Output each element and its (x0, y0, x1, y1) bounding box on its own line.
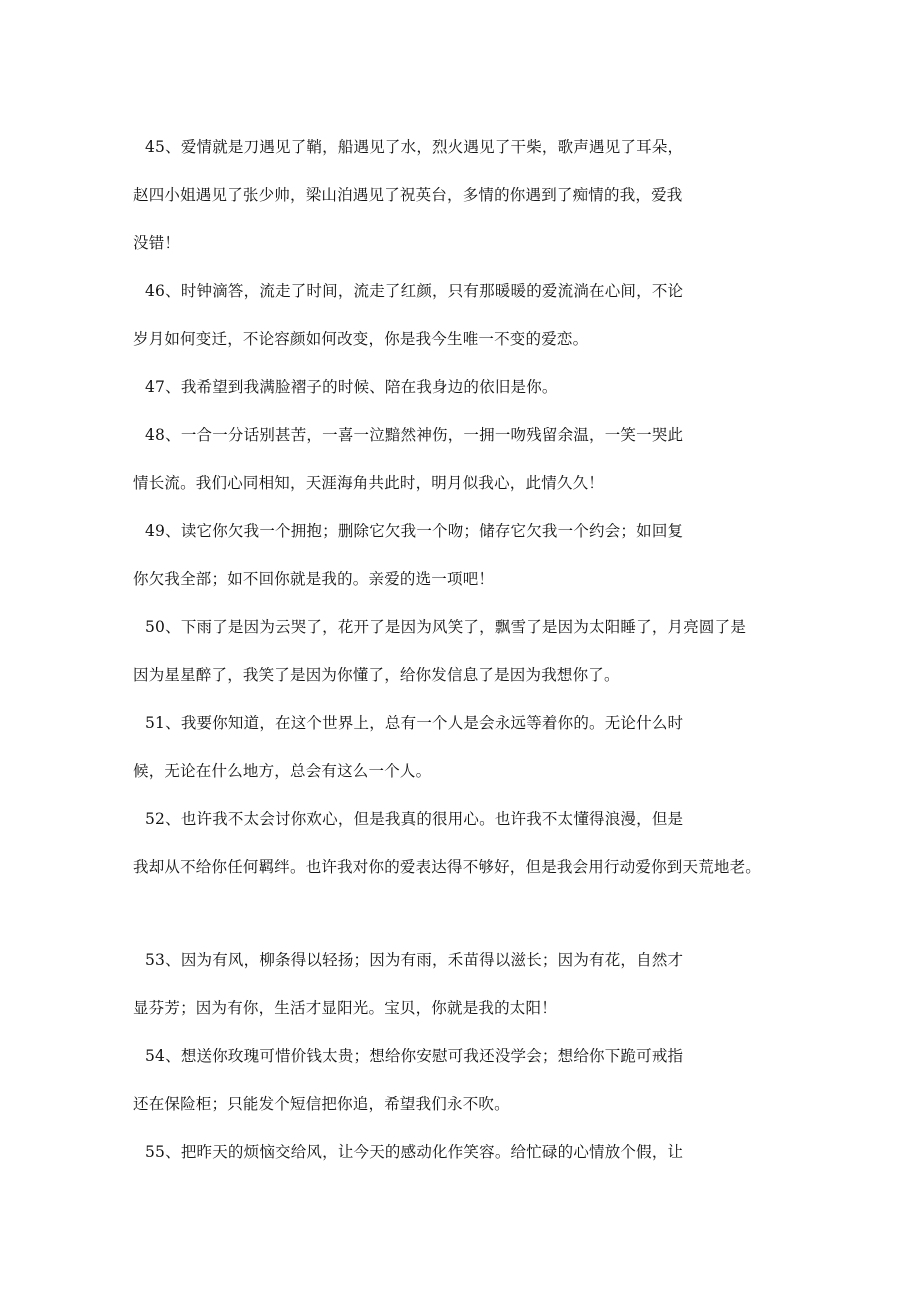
entry-45-line-2: 赵四小姐遇见了张少帅，梁山泊遇见了祝英台，多情的你遇到了痴情的我，爱我 (133, 186, 683, 204)
entry-48-line-1: 48、一合一分话别甚苦，一喜一泣黯然神伤，一拥一吻残留余温，一笑一哭此 (145, 426, 684, 444)
entry-53-line-1: 53、因为有风，柳条得以轻扬；因为有雨，禾苗得以滋长；因为有花，自然才 (145, 951, 684, 969)
entry-51-line-2: 候，无论在什么地方，总会有这么一个人。 (133, 762, 432, 780)
entry-46-line-1: 46、时钟滴答，流走了时间，流走了红颜，只有那暖暖的爱流淌在心间，不论 (145, 282, 684, 300)
entry-53-line-2: 显芬芳；因为有你，生活才显阳光。宝贝，你就是我的太阳！ (133, 999, 557, 1017)
entry-54-line-2: 还在保险柜；只能发个短信把你追，希望我们永不吹。 (133, 1095, 510, 1113)
entry-47-line-1: 47、我希望到我满脸褶子的时候、陪在我身边的依旧是你。 (145, 378, 558, 396)
entry-46-line-2: 岁月如何变迁，不论容颜如何改变，你是我今生唯一不变的爱恋。 (133, 330, 589, 348)
entry-50-line-1: 50、下雨了是因为云哭了，花开了是因为风笑了，飘雪了是因为太阳睡了，月亮圆了是 (145, 618, 747, 636)
entry-45-line-1: 45、爱情就是刀遇见了鞘，船遇见了水，烈火遇见了干柴，歌声遇见了耳朵， (145, 138, 684, 156)
entry-48-line-2: 情长流。我们心同相知，天涯海角共此时，明月似我心，此情久久！ (133, 474, 605, 492)
entry-55-line-1: 55、把昨天的烦恼交给风，让今天的感动化作笑容。给忙碌的心情放个假，让 (145, 1143, 684, 1161)
entry-52-line-1: 52、也许我不太会讨你欢心，但是我真的很用心。也许我不太懂得浪漫，但是 (145, 810, 684, 828)
entry-54-line-1: 54、想送你玫瑰可惜价钱太贵；想给你安慰可我还没学会；想给你下跪可戒指 (145, 1047, 684, 1065)
entry-45-line-3: 没错！ (133, 234, 181, 252)
entry-52-line-2: 我却从不给你任何羁绊。也许我对你的爱表达得不够好，但是我会用行动爱你到天荒地老。 (133, 858, 762, 876)
entry-49-line-2: 你欠我全部；如不回你就是我的。亲爱的选一项吧！ (133, 570, 495, 588)
entry-49-line-1: 49、读它你欠我一个拥抱；删除它欠我一个吻；储存它欠我一个约会；如回复 (145, 522, 684, 540)
entry-51-line-1: 51、我要你知道，在这个世界上，总有一个人是会永远等着你的。无论什么时 (145, 714, 684, 732)
entry-50-line-2: 因为星星醉了，我笑了是因为你懂了，给你发信息了是因为我想你了。 (133, 666, 620, 684)
